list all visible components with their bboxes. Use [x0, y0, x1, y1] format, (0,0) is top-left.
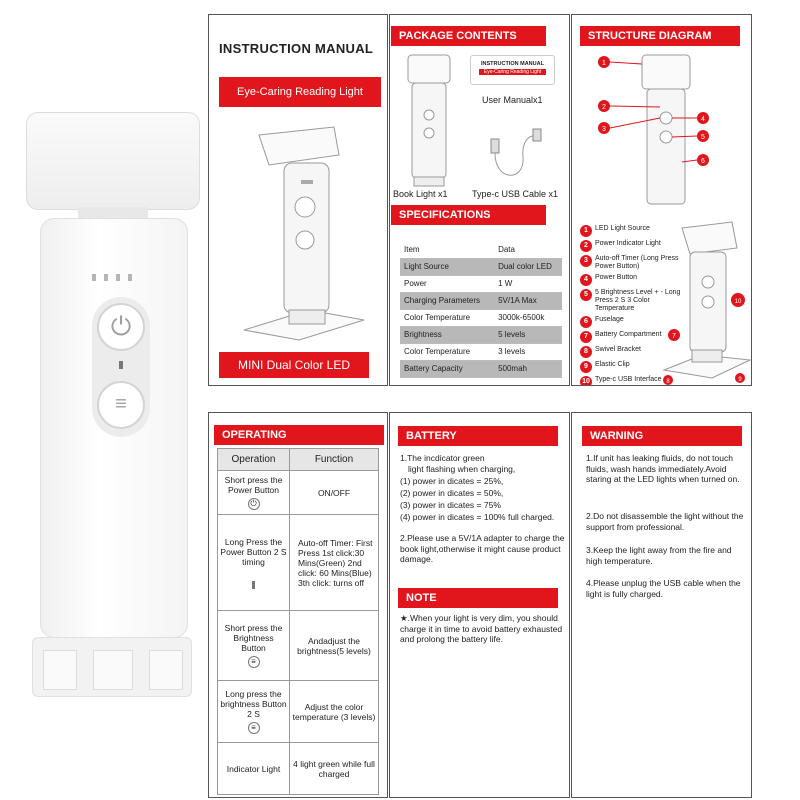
- legend-item: 1 LED Light Source: [580, 225, 690, 237]
- warning-header: WARNING: [582, 426, 742, 446]
- timer-led: [119, 361, 123, 369]
- op-cell: Short press the Power Button ⏻: [218, 471, 290, 515]
- package-item-light: Book Light x1: [393, 189, 448, 199]
- manual-thumb-title: INSTRUCTION MANUAL: [481, 61, 544, 67]
- spec-cell: 5V/1A Max: [494, 292, 562, 309]
- legend-item: 9 Elastic Clip: [580, 361, 690, 373]
- book-light-photo: [22, 112, 202, 692]
- op-cell: Short press the Brightness Button ≡: [218, 611, 290, 681]
- legend-item: 8 Swivel Bracket: [580, 346, 690, 358]
- fn-cell: Auto-off Timer: First Press 1st click:30 Mins(Green) 2nd click: 60 Mins(Blue) 3th click: turns off: [290, 515, 379, 611]
- svg-text:6: 6: [701, 158, 705, 165]
- operating-panel: [208, 412, 388, 798]
- spec-cell: Power: [400, 275, 494, 292]
- lamp-head: [26, 112, 200, 210]
- package-specs-panel: [389, 14, 570, 386]
- battery-item-2: 2.Please use a 5V/1A adapter to charge the book light,otherwise it might cause product damage.: [400, 533, 565, 564]
- op-cell: Long press the brightness Button 2 S ≡: [218, 681, 290, 743]
- battery-level: (4) power in dicates = 100% full charged.: [400, 512, 555, 522]
- svg-text:7: 7: [672, 333, 676, 340]
- package-header: PACKAGE CONTENTS: [391, 26, 546, 46]
- spec-cell: Dual color LED: [494, 258, 562, 275]
- svg-text:9: 9: [738, 377, 742, 383]
- usb-cable-icon: [485, 127, 545, 182]
- spec-cell: 5 levels: [494, 326, 562, 343]
- battery-header: BATTERY: [398, 426, 558, 446]
- op-cell: Indicator Light: [218, 743, 290, 795]
- legend-item: 5 5 Brightness Level + - Long Press 2 S 3 Color Temperature: [580, 289, 690, 313]
- svg-text:4: 4: [701, 116, 705, 123]
- spec-cell: Light Source: [400, 258, 494, 275]
- spec-cell: 3 levels: [494, 343, 562, 360]
- svg-text:5: 5: [701, 134, 705, 141]
- legend-item: 6 Fuselage: [580, 316, 690, 328]
- spec-cell: Charging Parameters: [400, 292, 494, 309]
- warning-item: 4.Please unplug the USB cable when the light is fully charged.: [586, 578, 741, 599]
- spec-cell: Item: [400, 241, 494, 258]
- structure-side-diagram: [662, 220, 752, 385]
- button-strip: [92, 297, 150, 437]
- legend-item: 2 Power Indicator Light: [580, 240, 690, 252]
- spec-cell: Color Temperature: [400, 343, 494, 360]
- legend-item: 7 Battery Compartment: [580, 331, 690, 343]
- note-text: ★.When your light is very dim, you should charge it in time to avoid battery exhausted and prolong the battery life.: [400, 613, 563, 644]
- warning-item: 1.If unit has leaking fluids, do not touch fluids, wash hands immediately.Avoid staring at the LED lights when turned on.: [586, 453, 740, 484]
- fn-cell: 4 light green while full charged: [290, 743, 379, 795]
- specs-table: [400, 241, 562, 378]
- warning-panel: [571, 412, 752, 798]
- spec-cell: Brightness: [400, 326, 494, 343]
- operating-table: [217, 448, 379, 795]
- spec-cell: Color Temperature: [400, 309, 494, 326]
- indicator-leds: [92, 274, 132, 281]
- battery-intro-2: light flashing when charging,: [408, 464, 516, 474]
- manual-cover-panel: [208, 14, 388, 386]
- spec-cell: 3000k-6500k: [494, 309, 562, 326]
- svg-text:10: 10: [734, 299, 742, 305]
- book-light-thumbnail: [406, 53, 452, 188]
- battery-intro-1: 1.The incdicator green: [400, 453, 485, 463]
- svg-text:2: 2: [602, 104, 606, 111]
- warning-item: 2.Do not disassemble the light without the support from professional.: [586, 511, 744, 532]
- structure-header: STRUCTURE DIAGRAM: [580, 26, 740, 46]
- col-function: Function: [290, 449, 379, 471]
- svg-text:1: 1: [602, 60, 606, 67]
- battery-panel: [389, 412, 570, 798]
- fn-cell: ON/OFF: [290, 471, 379, 515]
- package-item-cable: Type-c USB Cable x1: [472, 189, 559, 199]
- brightness-icon: ≡: [248, 656, 260, 668]
- op-cell: Long Press the Power Button 2 S timing: [218, 515, 290, 611]
- structure-panel: [571, 14, 752, 386]
- battery-level: (3) power in dicates = 75%: [400, 500, 501, 510]
- fn-cell: Adjust the color temperature (3 levels): [290, 681, 379, 743]
- power-icon: ⏻: [248, 498, 260, 510]
- spec-cell: Data: [494, 241, 562, 258]
- specs-header: SPECIFICATIONS: [391, 205, 546, 225]
- lamp-illustration: [239, 125, 369, 345]
- spec-cell: 500mah: [494, 360, 562, 377]
- battery-level: (2) power in dicates = 50%,: [400, 488, 504, 498]
- warning-item: 3.Keep the light away from the fire and high temperature.: [586, 545, 732, 566]
- legend-item: 4 Power Button: [580, 274, 690, 286]
- manual-thumbnail: [470, 55, 555, 85]
- power-button-icon: ⏻: [97, 303, 145, 351]
- manual-subtitle: Eye-Caring Reading Light: [219, 77, 381, 107]
- manual-title: INSTRUCTION MANUAL: [219, 41, 374, 56]
- col-operation: Operation: [218, 449, 290, 471]
- timer-led-icon: [252, 581, 255, 589]
- brightness-icon: ≡: [248, 722, 260, 734]
- structure-front-diagram: [592, 50, 742, 210]
- legend-item: 10 Type-c USB Interface: [580, 376, 690, 386]
- swivel-stand: [32, 637, 192, 697]
- svg-text:3: 3: [602, 126, 606, 133]
- battery-level: (1) power in dicates = 25%,: [400, 476, 504, 486]
- operating-header: OPERATING: [214, 425, 384, 445]
- spec-cell: 1 W: [494, 275, 562, 292]
- legend-item: 3 Auto-off Timer (Long Press Power Button): [580, 255, 690, 271]
- svg-text:8: 8: [666, 379, 670, 385]
- spec-cell: Battery Capacity: [400, 360, 494, 377]
- fn-cell: Andadjust the brightness(5 levels): [290, 611, 379, 681]
- package-item-manual: User Manualx1: [482, 95, 543, 105]
- manual-bottom-label: MINI Dual Color LED: [219, 352, 369, 378]
- brightness-button-icon: ≡: [97, 381, 145, 429]
- note-header: NOTE: [398, 588, 558, 608]
- manual-thumb-sub: Eye-Caring Reading Light: [479, 69, 546, 75]
